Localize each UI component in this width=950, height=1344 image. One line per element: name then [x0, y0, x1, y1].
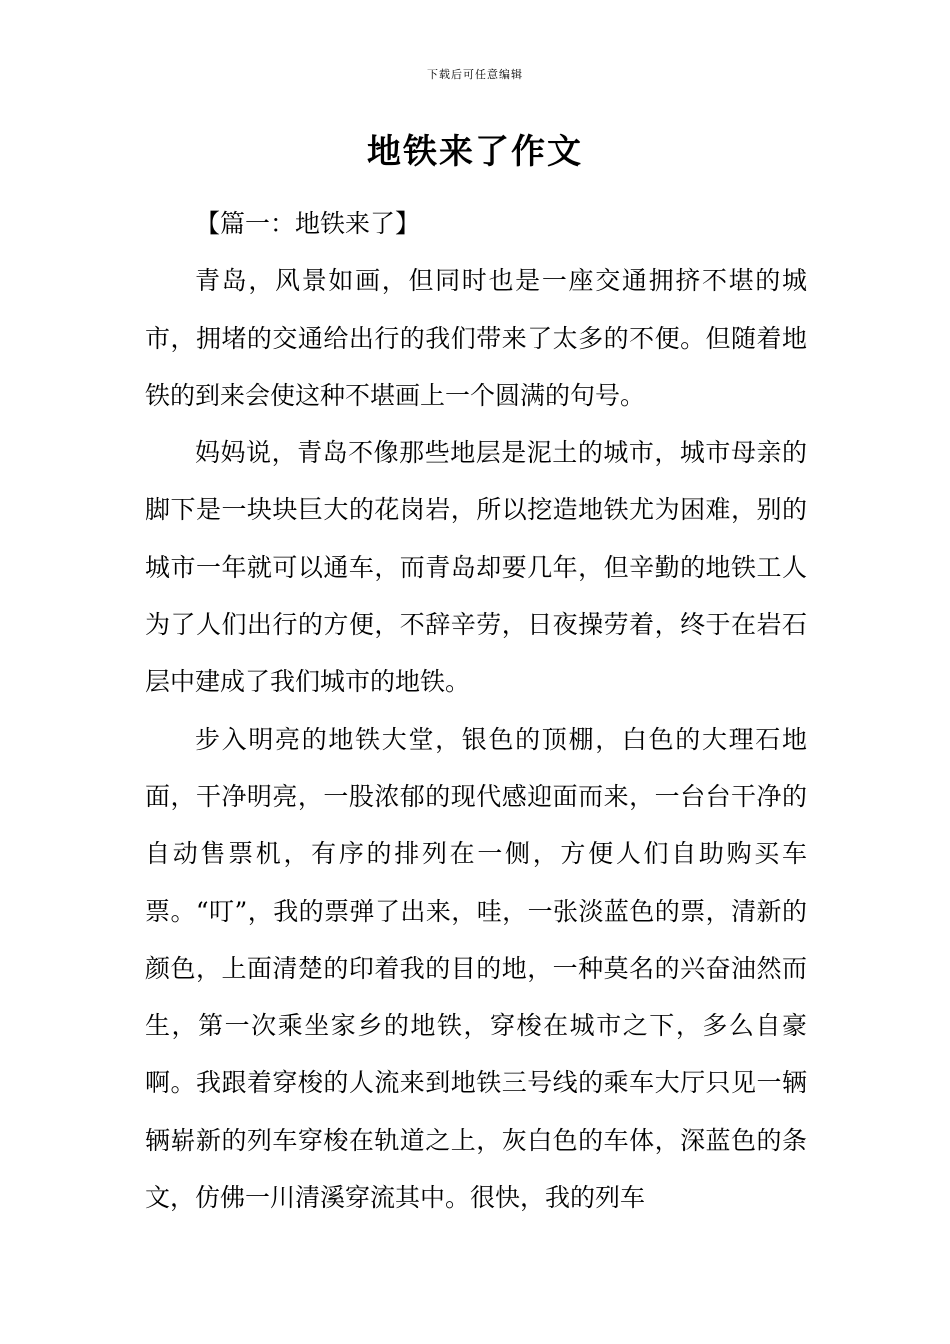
paragraph-1: 青岛，风景如画，但同时也是一座交通拥挤不堪的城市，拥堵的交通给出行的我们带来了太多的不便。但随着地铁的到来会使这种不堪画上一个圆满的句号。 [145, 266, 807, 410]
paragraph-2: 妈妈说，青岛不像那些地层是泥土的城市，城市母亲的脚下是一块块巨大的花岗岩，所以挖造地铁尤为困难，别的城市一年就可以通车，而青岛却要几年，但辛勤的地铁工人为了人们出行的方便，不辞辛劳，日夜操劳着，终于在岩石层中建成了我们城市的地铁。 [145, 438, 807, 697]
header-note: 下载后可任意编辑 [427, 68, 523, 81]
document-body [145, 195, 807, 1226]
section-heading: 【篇一：地铁来了】 [195, 209, 421, 238]
paragraph-3: 步入明亮的地铁大堂，银色的顶棚，白色的大理石地面，干净明亮，一股浓郁的现代感迎面而来，一台台干净的自动售票机，有序的排列在一侧，方便人们自助购买车票。“叮”，我的票弹了出来，哇，一张淡蓝色的票，清新的颜色，上面清楚的印着我的目的地，一种莫名的兴奋油然而生，第一次乘坐家乡的地铁，穿梭在城市之下，多么自豪啊。我跟着穿梭的人流来到地铁三号线的乘车大厅只见一辆辆崭新的列车穿梭在轨道之上，灰白色的车体，深蓝色的条文，仿佛一川清溪穿流其中。很快，我的列车 [145, 724, 807, 1213]
document-title: 地铁来了作文 [367, 132, 583, 172]
